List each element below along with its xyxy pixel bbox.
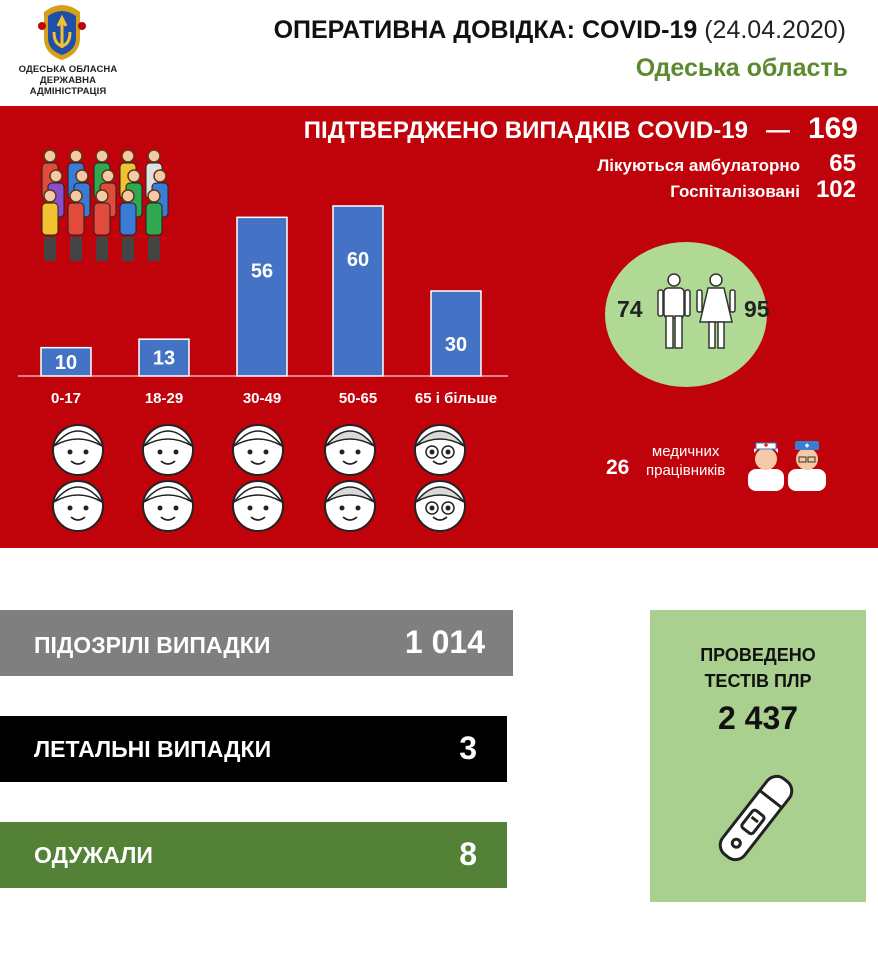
- region-name: Одеська область: [635, 54, 848, 82]
- bar-value-label: 13: [152, 347, 176, 370]
- bar-value-label: 56: [250, 260, 274, 283]
- org-line: ДЕРЖАВНА: [39, 75, 97, 86]
- title-text: ОПЕРАТИВНА ДОВІДКА: COVID-19: [273, 16, 698, 44]
- face-eye: [158, 450, 163, 455]
- x-tick-label: 18-29: [144, 390, 184, 407]
- bar-value-label: 10: [54, 351, 78, 374]
- confirmed-dash: —: [765, 117, 790, 144]
- medical-label-line: медичних: [651, 443, 720, 460]
- medical-label-line: працівників: [646, 462, 726, 479]
- organization-name: [8, 64, 128, 97]
- women-count: 95: [744, 296, 770, 322]
- pcr-heading-line: ПРОВЕДЕНО: [700, 645, 816, 665]
- x-tick-label: 0-17: [50, 390, 82, 407]
- bar-value-label: 60: [346, 249, 370, 271]
- age-bar-chart: [14, 190, 516, 420]
- deaths-value: 3: [459, 730, 477, 766]
- pcr-tests-box: [650, 610, 866, 902]
- ambulatory-row: [597, 150, 856, 178]
- confirmed-value: 169: [807, 112, 858, 145]
- face-eye: [446, 506, 451, 511]
- face-eye: [68, 450, 73, 455]
- face-eye: [356, 506, 361, 511]
- person-head: [50, 170, 62, 182]
- face-eye: [174, 450, 179, 455]
- bar-30-49: [237, 217, 287, 376]
- person-head: [70, 150, 82, 162]
- face-eye: [158, 506, 163, 511]
- hospitalized-label: Госпіталізовані: [670, 182, 800, 201]
- deaths-label: ЛЕТАЛЬНІ ВИПАДКИ: [34, 736, 272, 762]
- suspected-label: ПІДОЗРІЛІ ВИПАДКИ: [34, 632, 271, 658]
- confirmed-total: [304, 112, 858, 146]
- person-head: [128, 170, 140, 182]
- coat-of-arms-icon: [34, 2, 90, 62]
- man-woman-icon: [652, 272, 740, 352]
- deaths-bar: [0, 716, 507, 782]
- medical-workers-label: [646, 442, 725, 480]
- person-head: [76, 170, 88, 182]
- suspected-value: 1 014: [404, 624, 485, 660]
- face-eye: [84, 506, 89, 511]
- pcr-heading-line: ТЕСТІВ ПЛР: [704, 671, 812, 691]
- face-eye: [248, 450, 253, 455]
- ambulatory-value: 65: [829, 150, 856, 177]
- person-head: [154, 170, 166, 182]
- pcr-tests-heading: [650, 642, 866, 694]
- x-tick-label: 30-49: [242, 390, 282, 407]
- suspected-cases-bar: [0, 610, 513, 676]
- person-head: [96, 150, 108, 162]
- report-date: (24.04.2020): [704, 16, 846, 44]
- men-count: 74: [617, 296, 643, 322]
- hospitalized-row: [670, 176, 856, 204]
- person-head: [122, 150, 134, 162]
- person-head: [148, 150, 160, 162]
- recovered-value: 8: [459, 836, 477, 872]
- face-eye: [430, 506, 435, 511]
- hospitalized-value: 102: [815, 176, 856, 203]
- confirmed-label: ПІДТВЕРДЖЕНО ВИПАДКІВ COVID-19: [303, 117, 748, 144]
- x-tick-label: 50-65: [338, 390, 378, 407]
- face-eye: [446, 450, 451, 455]
- person-head: [102, 170, 114, 182]
- face-eye: [340, 450, 345, 455]
- person-head: [44, 150, 56, 162]
- medical-workers-count: 26: [606, 456, 630, 479]
- face-eye: [264, 450, 269, 455]
- pcr-tests-value: 2 437: [717, 700, 799, 736]
- face-eye: [430, 450, 435, 455]
- test-tube-icon: [706, 768, 806, 868]
- age-faces-icons: [40, 420, 490, 536]
- ambulatory-label: Лікуються амбулаторно: [597, 156, 800, 175]
- face-eye: [174, 506, 179, 511]
- org-line: ОДЕСЬКА ОБЛАСНА: [18, 64, 118, 75]
- bar-50-65: [333, 206, 383, 376]
- face-eye: [84, 450, 89, 455]
- recovered-bar: [0, 822, 507, 888]
- bar-value-label: 30: [444, 334, 468, 356]
- x-tick-label: 65 і більше: [414, 390, 498, 407]
- face-eye: [340, 506, 345, 511]
- face-eye: [356, 450, 361, 455]
- face-eye: [68, 506, 73, 511]
- org-line: АДМІНІСТРАЦІЯ: [29, 86, 107, 97]
- recovered-label: ОДУЖАЛИ: [34, 842, 153, 868]
- face-eye: [264, 506, 269, 511]
- face-eye: [248, 506, 253, 511]
- doctor-nurse-icon: [748, 435, 828, 491]
- page-title: [274, 16, 846, 45]
